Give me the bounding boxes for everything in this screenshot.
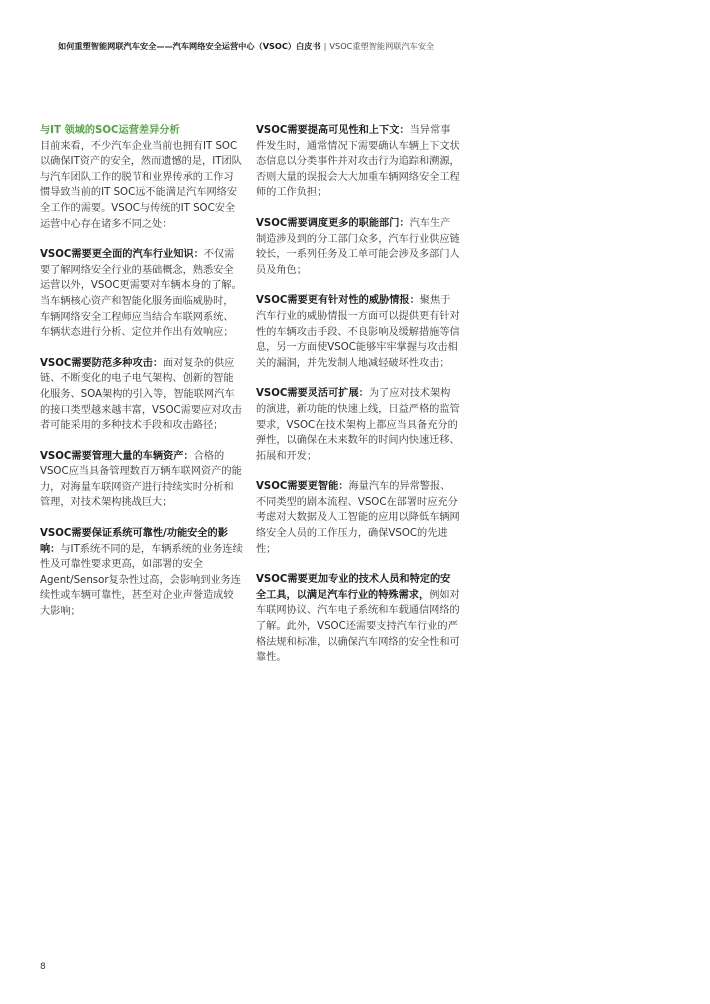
- paragraph-reliability: [40, 526, 243, 620]
- paragraph-intelligence: [256, 479, 460, 557]
- paragraph-lead: VSOC需要更智能：: [256, 481, 349, 493]
- left-column: [40, 123, 243, 635]
- right-column: [256, 123, 460, 681]
- paragraph-departments: [256, 216, 460, 278]
- paragraph-lead: VSOC需要防范多种攻击：: [40, 357, 164, 369]
- running-header: [58, 40, 434, 52]
- paragraph-text: 为了应对技术架构的演进，新功能的快速上线，日益严格的监管要求，VSOC在技术架构上都应当具备充分的弹性，以确保在未来数年的时间内快速迁移、拓展和开发；: [256, 388, 460, 462]
- paragraph-lead: VSOC需要更加专业的技术人员和特定的安全工具，以满足汽车行业的特殊需求，: [256, 574, 451, 601]
- section-heading: 与IT 领域的SOC运营差异分析: [40, 125, 180, 136]
- intro-block: [40, 123, 243, 232]
- paragraph-lead: VSOC需要灵活可扩展：: [256, 388, 369, 400]
- page-number: 8: [40, 962, 46, 972]
- paragraph-text: 面对复杂的供应链、不断变化的电子电气架构、创新的智能化服务、SOA架构的引入等，智能联网汽车的接口类型越来越丰富，VSOC需要应对攻击者可能采用的多种技术手段和攻击路径；: [40, 357, 242, 432]
- document-title: 如何重塑智能网联汽车安全——汽车网络安全运营中心（VSOC）白皮书: [58, 41, 321, 51]
- paragraph-visibility-context: [256, 123, 460, 201]
- paragraph-lead: VSOC需要更全面的汽车行业知识：: [40, 249, 204, 261]
- paragraph-lead: VSOC需要更有针对性的威胁情报：: [256, 295, 420, 307]
- paragraph-vehicle-assets: [40, 449, 243, 511]
- intro-paragraph: 目前来看，不少汽车企业当前也拥有IT SOC以确保IT资产的安全，然而遗憾的是，IT团队与汽车团队工作的脱节和业界传承的工作习惯导致当前的IT SOC远不能满足汽车网络安全工作的需要。VSOC与传统的IT SOC安全运营中心存在诸多不同之处：: [40, 140, 242, 230]
- paragraph-industry-knowledge: [40, 247, 243, 341]
- paragraph-lead: VSOC需要提高可见性和上下文：: [256, 125, 410, 136]
- paragraph-professional-staff: [256, 572, 460, 666]
- paragraph-lead: VSOC需要调度更多的职能部门：: [256, 217, 410, 229]
- paragraph-lead: VSOC需要保证系统可靠性/功能安全的影响：: [40, 528, 228, 555]
- section-subtitle: VSOC重塑智能网联汽车安全: [329, 41, 435, 51]
- paragraph-multiple-attacks: [40, 356, 243, 434]
- paragraph-scalability: [256, 386, 460, 464]
- paragraph-threat-intel: [256, 293, 460, 371]
- header-separator: |: [323, 41, 327, 51]
- paragraph-text: 聚焦于汽车行业的威胁情报一方面可以提供更有针对性的车辆攻击手段、不良影响及缓解措施等信息，另一方面使VSOC能够牢牢掌握与攻击相关的漏洞，并先发制人地减轻破坏性攻击；: [256, 295, 460, 369]
- paragraph-text: 例如对车联网协议、汽车电子系统和车载通信网络的了解。此外，VSOC还需要支持汽车行业的严格法规和标准，以确保汽车网络的安全性和可靠性。: [256, 589, 460, 664]
- paragraph-text: 海量汽车的异常警报、不同类型的剧本流程、VSOC在部署时应充分考虑对大数据及人工智能的应用以降低车辆网络安全人员的工作压力，确保VSOC的先进性；: [256, 481, 460, 555]
- paragraph-text: 汽车生产制造涉及到的分工部门众多，汽车行业供应链较长，一系列任务及工单可能会涉及多部门人员及角色；: [256, 217, 460, 276]
- paragraph-lead: VSOC需要管理大量的车辆资产：: [40, 450, 194, 462]
- paragraph-text: 合格的VSOC应当具备管理数百万辆车联网资产的能力，对海量车联网资产进行持续实时分析和管理，对技术架构挑战巨大；: [40, 450, 242, 509]
- paragraph-text: 不仅需要了解网络安全行业的基础概念，熟悉安全运营以外，VSOC更需要对车辆本身的了解。当车辆核心资产和智能化服务面临威胁时，车辆网络安全工程师应当结合车联网系统、车辆状态进行分析、定位并作出有效响应；: [40, 249, 242, 339]
- paragraph-text: 当异常事件发生时，通常情况下需要确认车辆上下文状态信息以分类事件并对攻击行为追踪和溯源，否则大量的误报会大大加重车辆网络安全工程师的工作负担；: [256, 125, 460, 199]
- paragraph-text: 与IT系统不同的是，车辆系统的业务连续性及可靠性要求更高，如部署的安全Agent/Sensor复杂性过高，会影响到业务连续性或车辆可靠性，甚至对企业声誉造成较大影响；: [40, 543, 243, 618]
